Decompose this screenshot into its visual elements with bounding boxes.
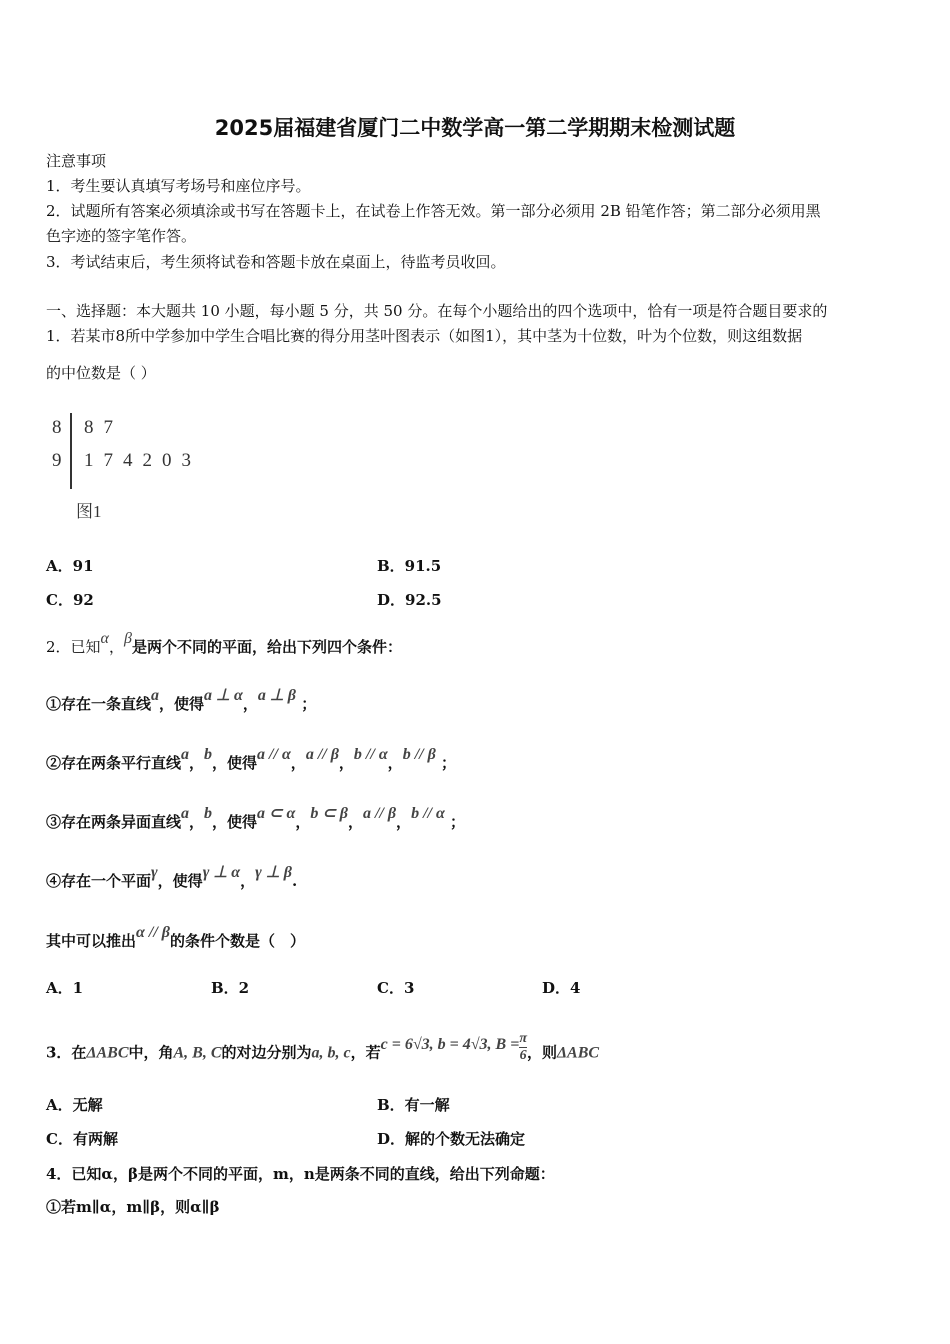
text: ，使得 (212, 813, 258, 831)
text: 的条件个数是（ ） (169, 932, 305, 950)
q2-condition-3: ③存在两条异面直线a，b，使得a ⊂ α，b ⊂ β，a // β，b // α ； (46, 805, 466, 831)
text: ，则 (527, 1043, 558, 1062)
text: 2．已知 (46, 638, 101, 656)
text: ③存在两条异面直线 (46, 813, 182, 831)
text: 其中可以推出 (46, 932, 137, 950)
notice-item: 1．考生要认真填写考场号和座位序号。 (46, 177, 311, 195)
q1-text: 1．若某市8所中学参加中学生合唱比赛的得分用茎叶图表示（如图1），其中茎为十位数，叶为个位数，则这组数据 (46, 327, 803, 345)
stem: 9 (52, 450, 62, 471)
text: ，使得 (157, 872, 203, 890)
text: . (291, 872, 298, 890)
stem: 8 (52, 417, 62, 438)
notice-item: 2．试题所有答案必须填涂或书写在答题卡上，在试卷上作答无效。第一部分必须用 2B 铅笔作答；第二部分必须用黑 (46, 202, 821, 220)
option-b: B．有一解 (377, 1096, 450, 1114)
numerator: π (519, 1031, 527, 1046)
text: ； (450, 813, 466, 831)
math: b (204, 746, 213, 763)
figure-caption: 图1 (76, 502, 102, 521)
math: γ ⊥ α (202, 864, 241, 881)
option-b: B．91.5 (377, 557, 442, 575)
text: ，使得 (159, 695, 205, 713)
math: a (151, 687, 160, 704)
leaves: 87 (84, 417, 123, 438)
text: 是两个不同的平面，给出下列四个条件： (131, 638, 402, 656)
math: α (100, 630, 109, 647)
math: A, B, C (173, 1044, 222, 1062)
q2-condition-1: ①存在一条直线a，使得a ⊥ α，a ⊥ β ； (46, 687, 317, 713)
math: a // β (362, 805, 397, 822)
text: ④存在一个平面 (46, 872, 152, 890)
notice-item: 3．考试结束后，考生须将试卷和答题卡放在桌面上，待监考员收回。 (46, 253, 506, 271)
q2-intro (46, 630, 402, 658)
text: 中，角 (128, 1043, 174, 1062)
option-b: B．2 (211, 979, 250, 997)
math: b ⊂ β (310, 805, 348, 822)
q2-condition-4: ④存在一个平面γ，使得γ ⊥ α，γ ⊥ β. (46, 864, 298, 890)
q4-proposition-1: ①若m∥α，m∥β，则α∥β (46, 1198, 220, 1216)
text: ②存在两条平行直线 (46, 754, 182, 772)
math: b // β (402, 746, 436, 763)
notice-heading: 注意事项 (46, 152, 107, 170)
text: ； (301, 695, 317, 713)
option-a: A．1 (46, 979, 84, 997)
page-title: 2025届福建省厦门二中数学高一第二学期期末检测试题 (214, 116, 736, 140)
option-c: C．92 (46, 591, 94, 609)
option-d: D．92.5 (377, 591, 442, 609)
math: α // β (136, 924, 170, 941)
math: a // β (305, 746, 339, 763)
math: γ (151, 864, 158, 881)
text: ，若 (350, 1043, 381, 1062)
text: ，使得 (212, 754, 258, 772)
math: a (181, 746, 190, 763)
math: a ⊥ α (204, 687, 243, 704)
text: ； (441, 754, 457, 772)
fraction (519, 1031, 527, 1064)
leaves: 174203 (84, 450, 201, 471)
text: ①存在一条直线 (46, 695, 152, 713)
math: a // α (257, 746, 291, 763)
q2-condition-2: ②存在两条平行直线a，b，使得a // α，a // β，b // α，b // β ； (46, 746, 457, 772)
math: b // α (353, 746, 388, 763)
notice-item: 色字迹的签字笔作答。 (46, 227, 197, 245)
denominator: 6 (519, 1048, 527, 1063)
math: γ ⊥ β (255, 864, 292, 881)
math: a ⊥ β (257, 687, 296, 704)
math: a, b, c (311, 1044, 351, 1062)
math: a ⊂ α (257, 805, 296, 822)
text: ， (108, 638, 124, 656)
stem-leaf-figure (46, 405, 246, 525)
option-c: C．3 (377, 979, 415, 997)
text: 的对边分别为 (221, 1043, 312, 1062)
q4-text: 4．已知α，β是两个不同的平面，m，n是两条不同的直线，给出下列命题： (46, 1165, 555, 1183)
text: 3．在 (46, 1043, 87, 1062)
option-c: C．有两解 (46, 1130, 118, 1148)
math: b (204, 805, 213, 822)
section-heading: 一、选择题：本大题共 10 小题，每小题 5 分，共 50 分。在每个小题给出的四个选项中，恰有一项是符合题目要求的 (46, 302, 828, 320)
math: β (123, 630, 132, 647)
stem-divider (70, 413, 72, 489)
option-a: A．91 (46, 557, 94, 575)
option-a: A．无解 (46, 1096, 103, 1114)
math: a (181, 805, 190, 822)
math: c = 6√3, b = 4√3, B = (380, 1035, 520, 1053)
math: ΔABC (557, 1044, 600, 1062)
math: ΔABC (86, 1044, 129, 1062)
option-d: D．4 (542, 979, 581, 997)
q2-question (46, 924, 305, 952)
q1-text-2: 的中位数是（ ） (46, 364, 156, 382)
option-d: D．解的个数无法确定 (377, 1130, 526, 1148)
math: b // α (411, 805, 445, 822)
q3-text (46, 1031, 600, 1070)
